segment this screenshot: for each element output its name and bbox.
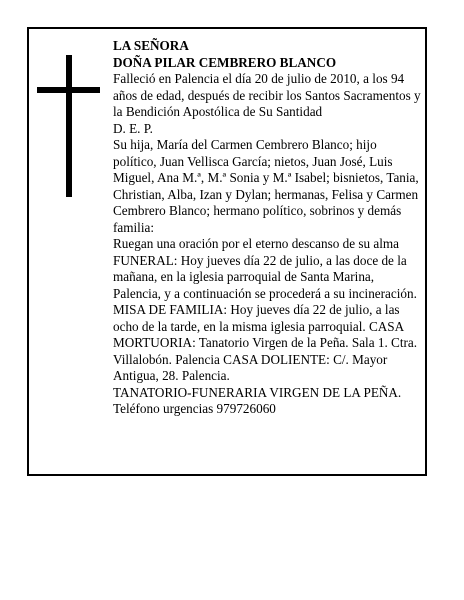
latin-cross-icon: [37, 55, 100, 197]
obituary-text: [113, 38, 423, 418]
deceased-name: DOÑA PILAR CEMBRERO BLANCO: [113, 54, 337, 70]
family-paragraph: Su hija, María del Carmen Cembrero Blanco; hijo político, Juan Vellisca García; nietos, Juan José, Luis Miguel, Ana M.ª, M.ª Sonia y M.ª Isabel; bisnietos, Tania, Christian, Alba, Izan y Dylan; hermanas, Felisa y Carmen Cembrero Blanco; hermano político, sobrinos y demás familia:: [113, 137, 419, 235]
dep-line: D. E. P.: [113, 120, 153, 136]
phone-line: Teléfono urgencias 979726060: [113, 401, 276, 416]
funeral-home: TANATORIO-FUNERARIA VIRGEN DE LA PEÑA.: [113, 384, 402, 400]
service-paragraph: Ruegan una oración por el eterno descanso de su alma FUNERAL: Hoy jueves día 22 de julio, a las doce de la mañana, en la iglesia parroquial de Santa Marina, Palencia, y a continuación se procederá a su incineración. MISA DE FAMILIA: Hoy jueves día 22 de julio, a las ocho de la tarde, en la misma iglesia parroquial. CASA MORTUORIA: Tanatorio Virgen de la Peña. Sala 1. Ctra. Villalobón. Palencia CASA DOLIENTE: C/. Mayor Antigua, 28. Palencia.: [113, 236, 418, 383]
death-paragraph: Falleció en Palencia el día 20 de julio de 2010, a los 94 años de edad, después de recibir los Santos Sacramentos y la Bendición Apostólica de Su Santidad: [113, 71, 421, 119]
cross-horizontal-bar: [37, 87, 100, 93]
heading-title: LA SEÑORA: [113, 38, 189, 53]
cross-vertical-bar: [66, 55, 72, 197]
